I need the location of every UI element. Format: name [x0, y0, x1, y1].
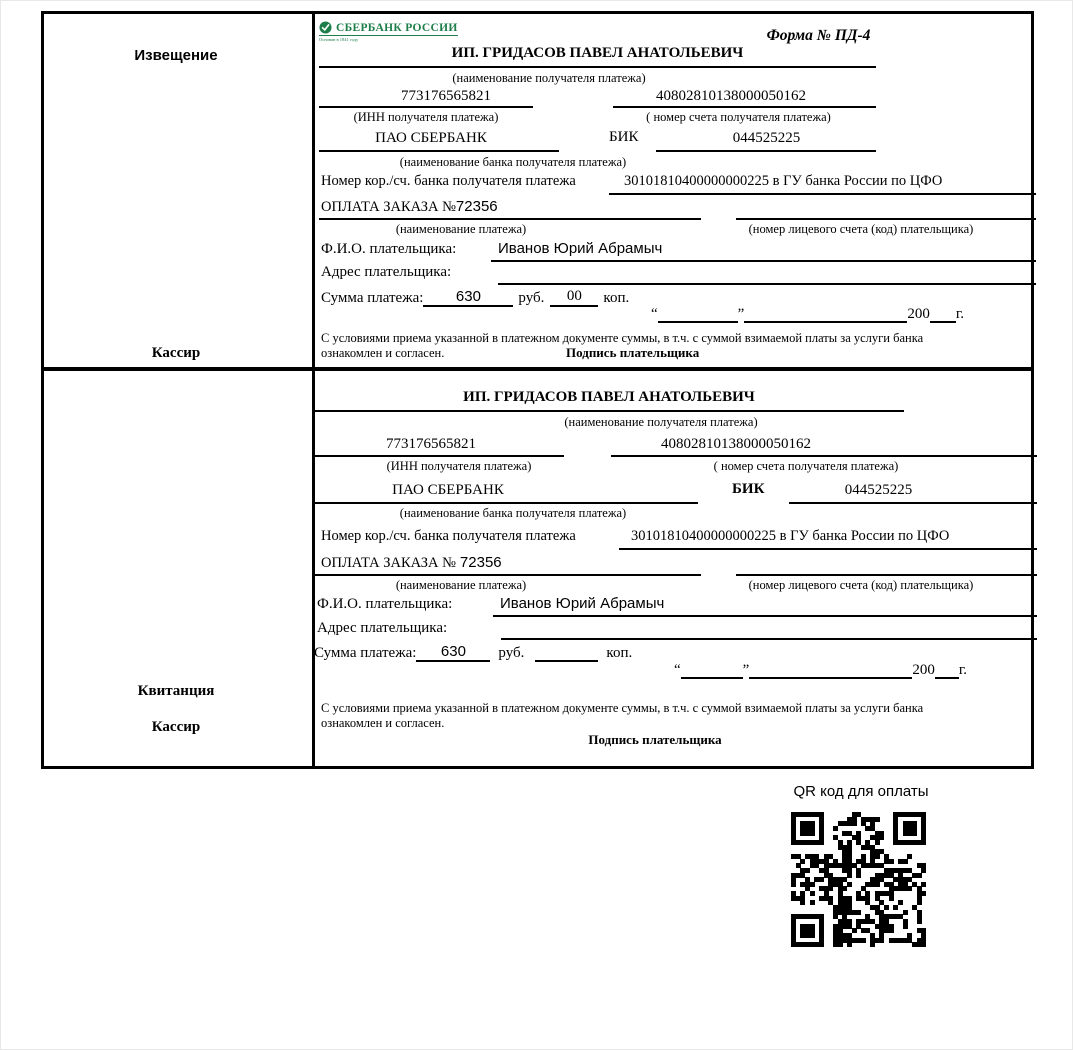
s1-recipient-line [319, 66, 876, 68]
s2-agreement-line1: С условиями приема указанной в платежном документе суммы, в т.ч. с суммой взимаемой платы за услуги банка [321, 701, 924, 715]
s2-account-caption: ( номер счета получателя платежа) [713, 459, 899, 473]
s2-payment-prefix: ОПЛАТА ЗАКАЗА № [321, 555, 456, 571]
s1-inn-line [319, 106, 533, 108]
s2-address-label: Адрес плательщика: [317, 620, 448, 636]
s1-recipient-caption: (наименование получателя платежа) [452, 71, 646, 85]
s1-account-line [613, 106, 876, 108]
s1-amount-label: Сумма платежа: [321, 290, 424, 306]
s1-bank-line [319, 150, 559, 152]
s1-account-caption: ( номер счета получателя платежа) [646, 110, 831, 124]
s2-rub-label: руб. [498, 645, 525, 661]
s2-kop-label: коп. [606, 645, 633, 661]
s2-address-line [501, 638, 1037, 640]
s1-bik-value: 044525225 [732, 130, 801, 146]
s2-bank-line [314, 502, 698, 504]
qr-label: QR код для оплаты [793, 783, 929, 800]
s2-open-quote: “ [674, 662, 681, 678]
s2-payment-name [321, 554, 502, 572]
s1-amount-rub-value: 630 [423, 288, 513, 307]
s1-year-suffix: г. [955, 306, 965, 322]
s2-bank-name: ПАО СБЕРБАНК [392, 482, 504, 498]
s2-date-year-line [935, 664, 959, 679]
s1-year-prefix: 200 [907, 306, 930, 322]
s2-recipient-caption: (наименование получателя платежа) [564, 415, 758, 429]
s2-account-value: 40802810138000050162 [661, 436, 811, 452]
s1-address-line [498, 283, 1036, 285]
s1-payment-caption: (наименование платежа) [395, 222, 527, 236]
s2-account-line [611, 455, 1037, 457]
s1-date-line [651, 306, 964, 323]
s1-payment-prefix: ОПЛАТА ЗАКАЗА № [321, 199, 456, 215]
s2-bank-caption: (наименование банка получателя платежа) [399, 506, 627, 520]
s2-order-number: 72356 [459, 554, 502, 571]
form-number: Форма № ПД-4 [766, 27, 871, 44]
s2-payer-line [493, 615, 1037, 617]
s1-date-day-line [658, 308, 738, 323]
s2-amount-label: Сумма платежа: [314, 645, 417, 661]
s1-open-quote: “ [651, 306, 658, 322]
s2-corr-label: Номер кор./сч. банка получателя платежа [321, 528, 576, 544]
s2-close-quote: ” [742, 662, 750, 678]
s1-amount-row [321, 288, 629, 307]
s2-agreement-line2: ознакомлен и согласен. [321, 716, 445, 730]
s1-corr-label: Номер кор./сч. банка получателя платежа [321, 173, 576, 189]
s2-amount-kop-value [535, 660, 598, 662]
s2-inn-caption: (ИНН получателя платежа) [386, 459, 532, 473]
qr-code [791, 812, 926, 947]
s1-bank-name: ПАО СБЕРБАНК [375, 130, 487, 146]
s2-date-line [674, 662, 967, 679]
s1-payer-value: Иванов Юрий Абрамыч [498, 240, 663, 257]
s2-recipient-name: ИП. ГРИДАСОВ ПАВЕЛ АНАТОЛЬЕВИЧ [463, 389, 755, 405]
s2-payer-label: Ф.И.О. плательщика: [317, 596, 453, 612]
s2-bik-label: БИК [732, 481, 765, 497]
s2-date-day-line [681, 664, 743, 679]
s1-bik-label: БИК [609, 129, 639, 145]
s2-amount-rub-value: 630 [416, 643, 490, 662]
s1-signature-label: Подпись плательщика [566, 345, 700, 360]
s1-bank-caption: (наименование банка получателя платежа) [399, 155, 627, 169]
section2-cashier-label: Кассир [151, 719, 201, 735]
s2-year-prefix: 200 [912, 662, 935, 678]
s1-inn-value: 773176565821 [401, 88, 491, 104]
s1-payment-line-left [319, 218, 701, 220]
s2-bik-line [789, 502, 1037, 504]
s1-agreement-line2: ознакомлен и согласен. [321, 346, 445, 360]
s2-bik-value: 044525225 [844, 482, 913, 498]
s1-amount-kop-value: 00 [550, 288, 598, 307]
sberbank-logo-icon [319, 21, 332, 34]
sberbank-logo [319, 21, 458, 42]
s2-corr-value: 30101810400000000225 в ГУ банка России по ЦФО [631, 528, 950, 544]
s1-address-label: Адрес плательщика: [321, 264, 452, 280]
s1-bik-line [656, 150, 876, 152]
s1-kop-label: коп. [603, 290, 630, 306]
s1-agreement-line1: С условиями приема указанной в платежном документе суммы, в т.ч. с суммой взимаемой платы за услуги банка [321, 331, 924, 345]
s1-corr-line [609, 193, 1036, 195]
s1-payment-name [321, 198, 498, 216]
s1-order-number: 72356 [455, 198, 498, 215]
section1-side-label: Извещение [134, 47, 218, 64]
s1-account-value: 40802810138000050162 [656, 88, 806, 104]
s2-inn-value: 773176565821 [386, 436, 476, 452]
s1-date-year-line [930, 308, 956, 323]
s1-close-quote: ” [737, 306, 745, 322]
s2-payment-line-right [736, 574, 1037, 576]
s2-corr-line [619, 548, 1037, 550]
s1-corr-value: 30101810400000000225 в ГУ банка России по ЦФО [624, 173, 943, 189]
s2-date-month-line [749, 664, 912, 679]
s1-date-month-line [744, 308, 907, 323]
s2-recipient-line [314, 410, 904, 412]
s1-rub-label: руб. [518, 290, 545, 306]
s2-payment-caption: (наименование платежа) [395, 578, 527, 592]
s2-personal-caption: (номер лицевого счета (код) плательщика) [748, 578, 974, 592]
s2-inn-line [314, 455, 564, 457]
horizontal-divider [41, 367, 1034, 371]
s1-inn-caption: (ИНН получателя платежа) [353, 110, 499, 124]
s1-payer-label: Ф.И.О. плательщика: [321, 241, 457, 257]
s2-payment-line-left [314, 574, 701, 576]
section1-cashier-label: Кассир [151, 345, 201, 361]
s2-payer-value: Иванов Юрий Абрамыч [500, 595, 665, 612]
s1-personal-caption: (номер лицевого счета (код) плательщика) [748, 222, 974, 236]
s2-year-suffix: г. [958, 662, 968, 678]
s1-payment-line-right [736, 218, 1036, 220]
s2-amount-row [314, 643, 632, 662]
s1-payer-line [491, 260, 1036, 262]
sberbank-logo-text: СБЕРБАНК РОССИИ [336, 21, 458, 34]
s2-signature-label: Подпись плательщика [588, 732, 722, 747]
sberbank-logo-tagline: Основан в 1841 году [319, 37, 359, 42]
s1-recipient-name: ИП. ГРИДАСОВ ПАВЕЛ АНАТОЛЬЕВИЧ [451, 45, 744, 61]
section2-side-label: Квитанция [137, 683, 215, 699]
